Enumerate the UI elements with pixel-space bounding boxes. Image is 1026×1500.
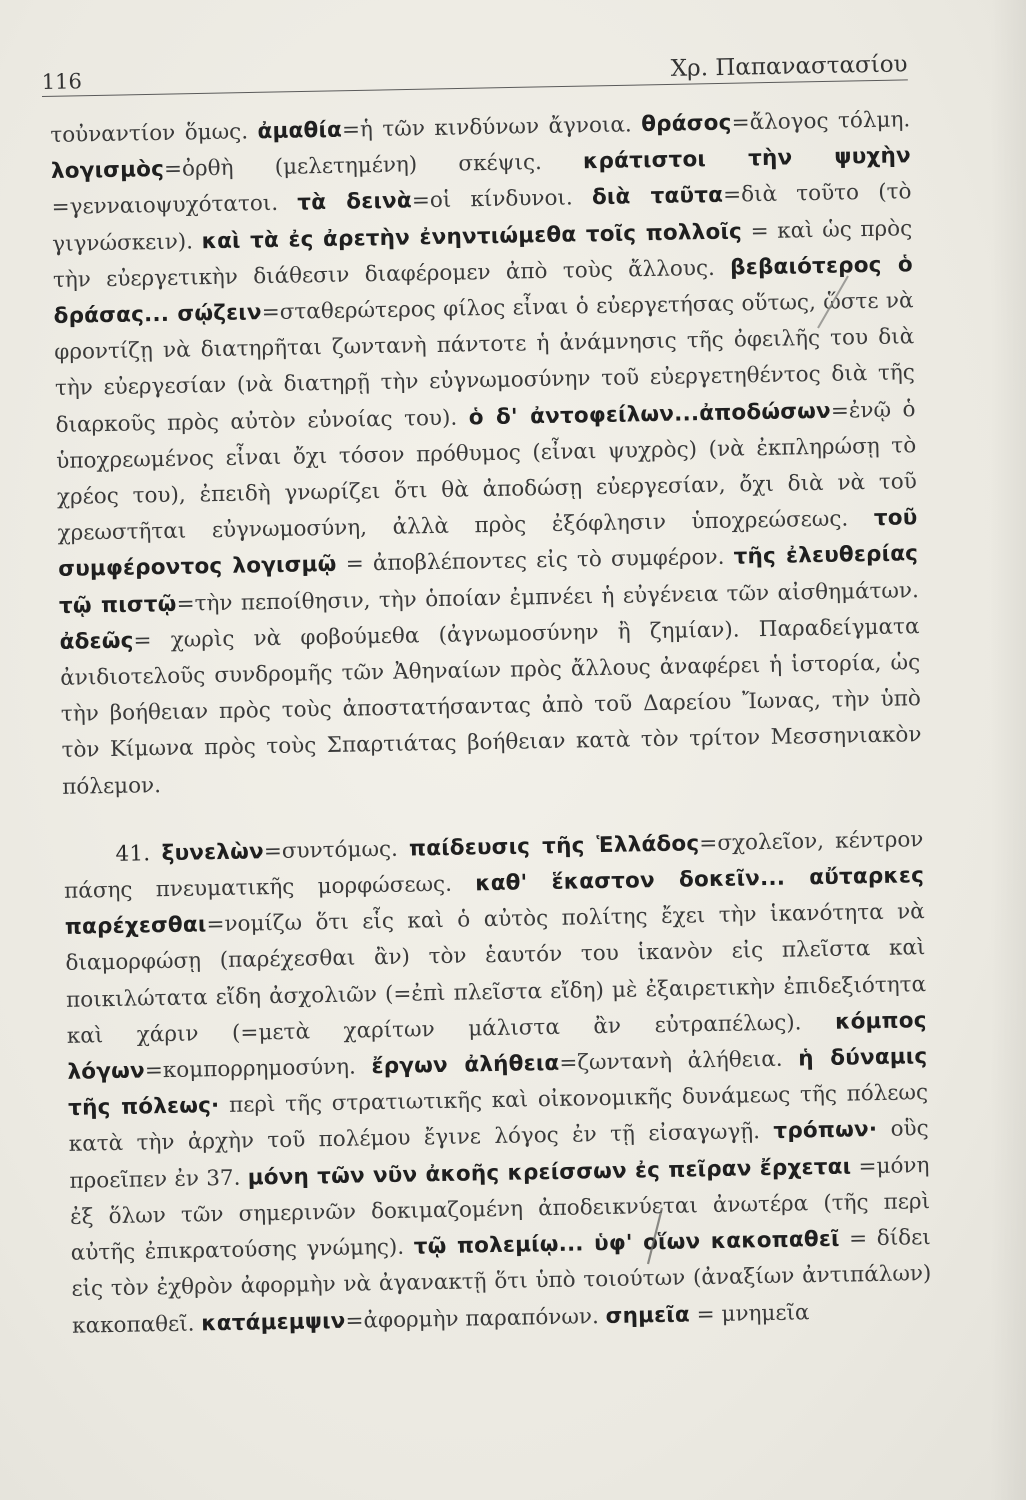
lemma: τὰ δεινὰ: [297, 188, 413, 216]
gloss-text: =ἡ τῶν κινδύνων ἄγνοια.: [341, 112, 642, 143]
lemma: μόνη τῶν νῦν ἀκοῆς κρείσσων ἐς πεῖραν ἔρχεται: [247, 1154, 852, 1191]
gloss-text: =σταθερώτερος φίλος εἶναι ὁ εὐεργετήσας οὕτως, ὥστε νὰ φροντίζῃ νὰ διατηρῆται ζωντανὴ πάντοτε ἡ ἀνάμνησις τῆς ὀφειλῆς του διὰ τὴν εὐεργεσίαν (νὰ διατηρῇ τὴν εὐγνωμοσύνην τοῦ εὐεργετηθέντος διὰ τῆς διαρκοῦς πρὸς αὐτὸν εὐνοίας του).: [54, 288, 916, 438]
pencil-mark: [812, 272, 852, 332]
lemma: τῷ πολεμίῳ... ὑφ' οἵων κακοπαθεῖ: [413, 1226, 840, 1260]
lemma: κατάμεμψιν: [201, 1308, 346, 1336]
lemma: κόμπος λόγων: [67, 1007, 927, 1085]
lemma: τῆς ἐλευθερίας τῷ πιστῷ: [58, 541, 919, 619]
gloss-text: = καὶ ὡς πρὸς τὴν εὐεργετικὴν διάθεσιν διαφέρομεν ἀπὸ τοὺς ἄλλους.: [52, 215, 913, 293]
gloss-text: =ὀρθὴ (μελετημένη) σκέψις.: [163, 149, 584, 183]
gloss-text: =ζωντανὴ ἀλήθεια.: [559, 1046, 799, 1076]
gloss-text: = ἀποβλέποντες εἰς τὸ συμφέρον.: [336, 544, 734, 578]
gloss-text: =μόνη ἐξ ὅλων τῶν σημερινῶν δοκιμαζομένη ἀποδεικνύεται ἀνωτέρα (τῆς περὶ αὐτῆς ἐπικρατούσης γνώμης).: [69, 1152, 931, 1266]
lemma: τοῦ συμφέροντος λογισμῷ: [58, 505, 918, 583]
lemma: θράσος: [640, 110, 732, 138]
gloss-text: περὶ τῆς στρατιωτικῆς καὶ οἰκονομικῆς δυνάμεως τῆς πόλεως κατὰ τὴν ἀρχὴν τοῦ πολέμου ἔγινε λόγος ἐν τῇ εἰσαγωγῇ.: [68, 1080, 929, 1158]
gloss-text: = δίδει εἰς τὸν ἐχθρὸν ἀφορμὴν νὰ ἀγανακτῇ ὅτι ὑπὸ τοιούτων (ἀναξίων ἀντιπάλων) κακοπαθεῖ.: [71, 1225, 932, 1339]
gloss-text: =ἀφορμὴν παραπόνων.: [345, 1303, 606, 1334]
gloss-text: =οἱ κίνδυνοι.: [411, 185, 593, 214]
page-number: 116: [41, 69, 83, 95]
lemma: καὶ τὰ ἐς ἀρετὴν ἐνηντιώμεθα τοῖς πολλοῖς: [201, 218, 743, 254]
gloss-text: =σχολεῖον, κέντρον πάσης πνευματικῆς μορφώσεως.: [63, 826, 924, 904]
gloss-text: =νομίζω ὅτι εἷς καὶ ὁ αὐτὸς πολίτης ἔχει τὴν ἱκανότητα νὰ διαμορφώσῃ (παρέχεσθαι ἂν) τὸν ἑαυτόν του ἱκανὸν εἰς πλεῖστα καὶ ποικιλώτατα εἴδη ἀσχολιῶν (=ἐπὶ πλεῖστα εἴδη) μὲ ἐξαιρετικὴν ἐπιδεξιότητα καὶ χάριν (=μετὰ χαρίτων μάλιστα ἂν εὐτραπέλως).: [65, 899, 927, 1049]
lemma: καθ' ἕκαστον δοκεῖν... αὔταρκες παρέχεσθαι: [64, 863, 925, 941]
section-number: 41.: [115, 840, 162, 867]
lemma: διὰ ταῦτα: [591, 183, 724, 211]
gloss-text: =τὴν πεποίθησιν, τὴν ὁποίαν ἐμπνέει ἡ εὐγένεια τῶν αἰσθημάτων.: [176, 577, 920, 617]
lemma: σημεῖα: [605, 1301, 691, 1329]
lemma: ὁ δ' ἀντοφείλων...ἀποδώσων: [468, 398, 832, 431]
gloss-text: =κομπορρημοσύνη.: [144, 1054, 372, 1084]
lemma: βεβαιότερος ὁ δράσας... σῴζειν: [53, 252, 914, 329]
running-head: Χρ. Παπαναστασίου: [670, 51, 908, 82]
gloss-text: = χωρὶς νὰ φοβούμεθα (ἀγνωμοσύνην ἢ ζημίαν). Παραδείγματα ἀνιδιοτελοῦς συνδρομῆς τῶν Ἀθηναίων πρὸς ἄλλους ἀναφέρει ἡ ἱστορία, ὡς τὴν βοήθειαν πρὸς τοὺς ἀποστατήσαντας ἀπὸ τοῦ Δαρείου Ἴωνας, τὴν ὑπὸ τὸν Κίμωνα πρὸς τοὺς Σπαρτιάτας βοήθειαν κατὰ τὸν τρίτον Μεσσηνιακὸν πόλεμον.: [60, 613, 922, 800]
gloss-text: =συντόμως.: [263, 836, 410, 865]
lemma: ἡ δύναμις τῆς πόλεως·: [67, 1044, 928, 1122]
body-text: [50, 102, 932, 1344]
gloss-text: =ἄλογος τόλμη.: [731, 107, 911, 136]
lemma: κράτιστοι τὴν ψυχὴν: [582, 143, 912, 175]
gloss-text: = μνημεῖα: [689, 1299, 810, 1327]
commentary-paragraph-41: [63, 822, 932, 1345]
gloss-text: τοὐναντίον ὅμως.: [50, 119, 258, 148]
lemma: ἔργων ἀλήθεια: [371, 1050, 560, 1080]
lemma: λογισμὸς: [50, 157, 165, 185]
gloss-text: =ἐνῷ ὁ ὑποχρεωμένος εἶναι ὄχι τόσον πρόθυμος (εἶναι ψυχρὸς) (νὰ ἐκπληρώσῃ τὸ χρέος του), ἐπειδὴ γνωρίζει ὅτι θὰ ἀποδώσῃ εὐεργεσίαν, ὄχι διὰ νὰ τοῦ χρεωστῆται εὐγνωμοσύνη, ἀλλὰ πρὸς ἐξόφλησιν ὑποχρεώσεως.: [56, 396, 918, 547]
lemma: παίδευσις τῆς Ἑλλάδος: [408, 831, 700, 862]
pencil-mark: [640, 1206, 666, 1266]
commentary-paragraph-40: [50, 102, 922, 806]
lemma: ξυνελὼν: [161, 839, 265, 866]
gloss-text: =γενναιοψυχότατοι.: [51, 190, 298, 221]
gloss-text: =διὰ τοῦτο (τὸ γιγνώσκειν).: [52, 179, 912, 257]
lemma: ἀδεῶς: [59, 628, 134, 655]
lemma: ἀμαθία: [257, 117, 343, 145]
page-header: [41, 39, 908, 97]
lemma: τρόπων·: [773, 1117, 878, 1145]
page-edge-shadow: [990, 0, 1026, 1500]
gloss-text: οὓς προεῖπεν ἐν 37.: [69, 1116, 929, 1194]
